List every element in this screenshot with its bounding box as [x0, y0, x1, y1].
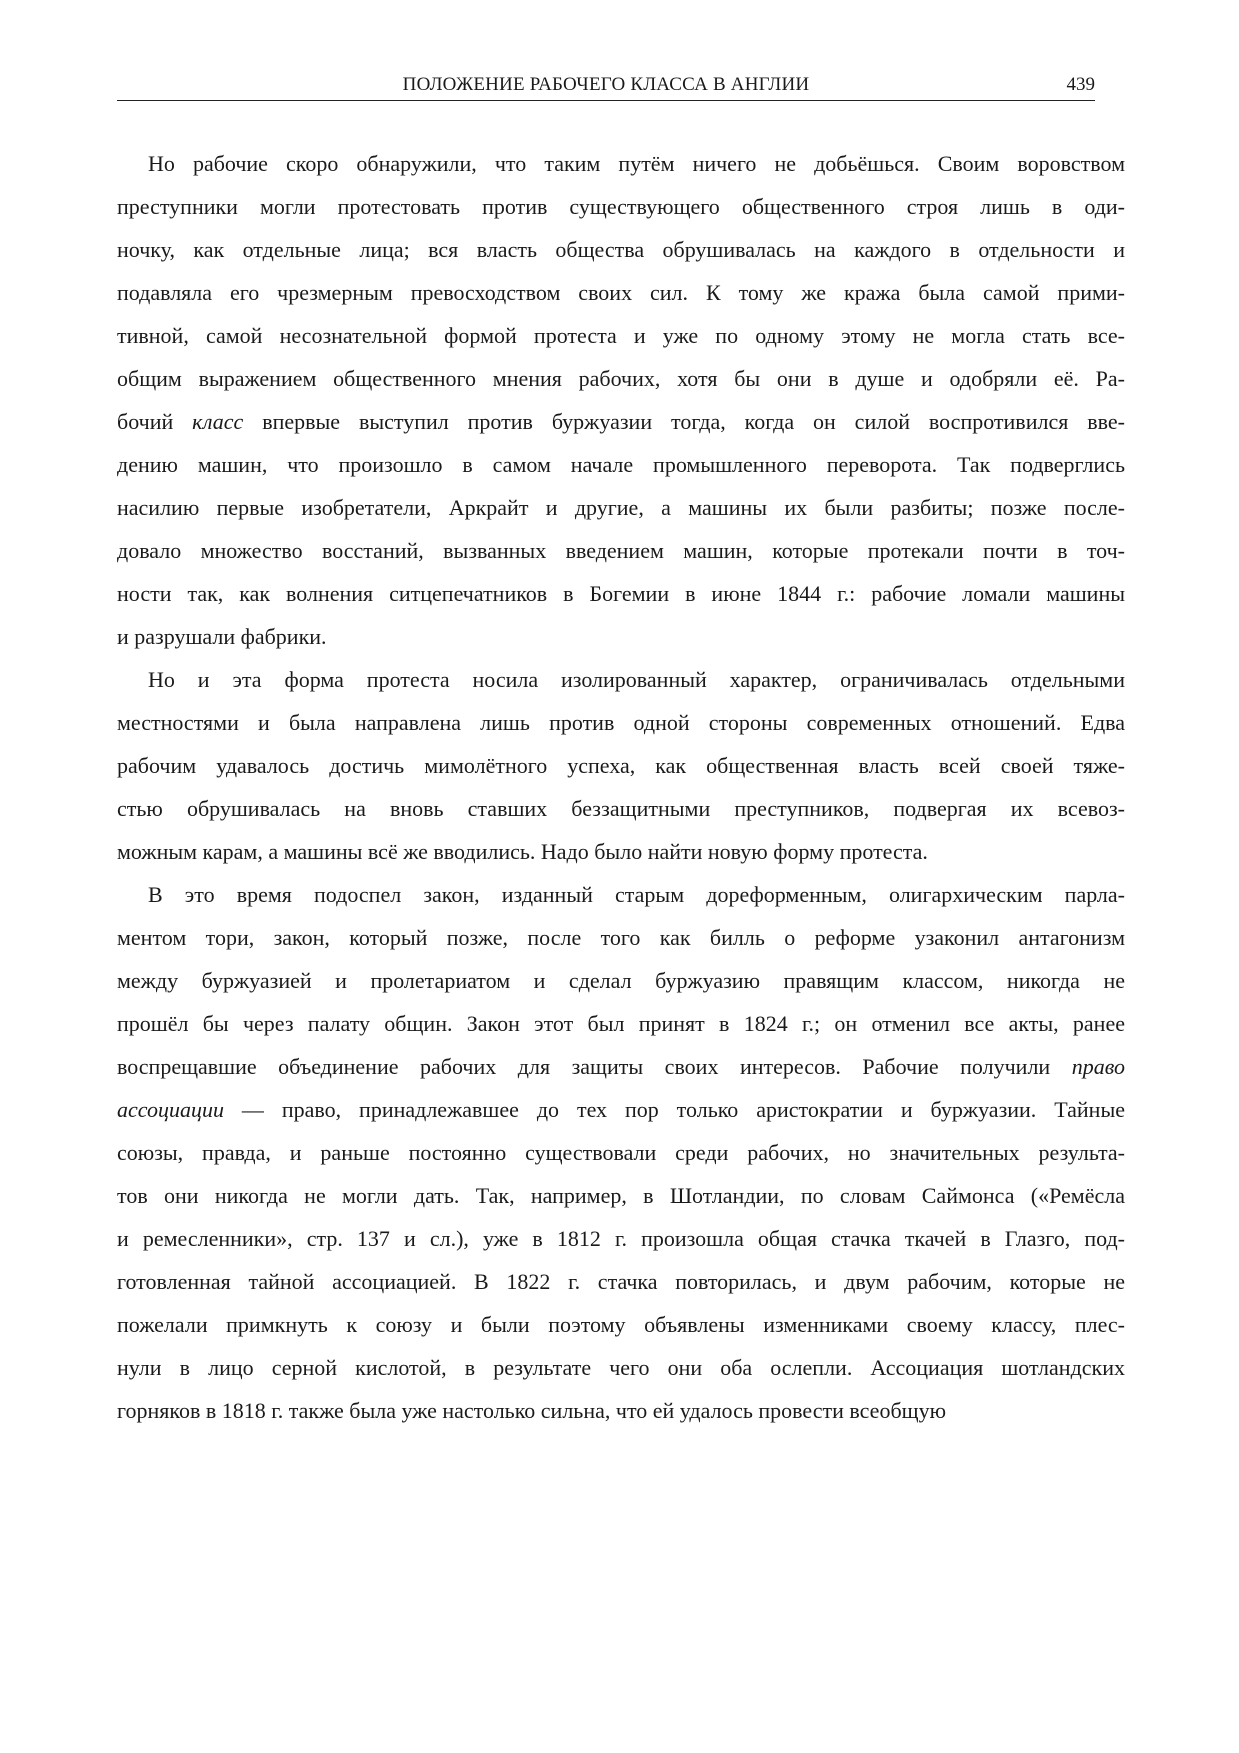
text-run: впервые выступил против буржуазии тогда, когда он силой воспротивился вве- [243, 409, 1125, 434]
text-line [117, 1088, 1125, 1131]
text-line: тов они никогда не могли дать. Так, например, в Шотландии, по словам Саймонса («Ремёсла [117, 1183, 1125, 1208]
text-line: местностями и была направлена лишь против одной стороны современных отношений. Едва [117, 710, 1125, 735]
paragraph [117, 142, 1125, 658]
running-header [117, 70, 1095, 101]
text-line: рабочим удавалось достичь мимолётного успеха, как общественная власть всей своей тяже- [117, 753, 1125, 778]
text-line: готовленная тайной ассоциацией. В 1822 г. стачка повторилась, и двум рабочим, которые не [117, 1269, 1125, 1294]
italic-term: класс [192, 409, 244, 434]
text-line: между буржуазией и пролетариатом и сделал буржуазию правящим классом, никогда не [117, 968, 1125, 993]
text-line: ности так, как волнения ситцепечатников в Богемии в июне 1844 г.: рабочие ломали машины [117, 581, 1125, 606]
page-number: 439 [1066, 74, 1095, 95]
text-line: насилию первые изобретатели, Аркрайт и другие, а машины их были разбиты; позже после- [117, 495, 1125, 520]
italic-term: ассоциации [117, 1097, 224, 1122]
text-run: бочий [117, 409, 193, 434]
text-line: горняков в 1818 г. также была уже настолько сильна, что ей удалось провести всеобщую [117, 1398, 947, 1423]
running-title: ПОЛОЖЕНИЕ РАБОЧЕГО КЛАССА В АНГЛИИ [402, 74, 810, 95]
body-text [117, 142, 1125, 1432]
paragraph [117, 873, 1125, 1432]
text-line: В это время подоспел закон, изданный старым дореформенным, олигархическим парла- [148, 882, 1125, 907]
text-line: общим выражением общественного мнения рабочих, хотя бы они в душе и одобряли её. Ра- [117, 366, 1125, 391]
text-line: ментом тори, закон, который позже, после того как билль о реформе узаконил антагонизм [117, 925, 1125, 950]
text-line: и ремесленники», стр. 137 и сл.), уже в 1812 г. произошла общая стачка ткачей в Глазго, под- [117, 1226, 1125, 1251]
text-line: нули в лицо серной кислотой, в результате чего они оба ослепли. Ассоциация шотландских [117, 1355, 1125, 1380]
text-line: преступники могли протестовать против существующего общественного строя лишь в оди- [117, 194, 1125, 219]
italic-term: право [1071, 1054, 1125, 1079]
text-line [117, 1045, 1125, 1088]
text-line: ночку, как отдельные лица; вся власть общества обрушивалась на каждого в отдельности и [117, 237, 1125, 262]
text-run: воспрещавшие объединение рабочих для защиты своих интересов. Рабочие получили [117, 1054, 1072, 1079]
text-line [117, 400, 1125, 443]
text-line: Но и эта форма протеста носила изолированный характер, ограничивалась отдельными [148, 667, 1125, 692]
text-line: Но рабочие скоро обнаружили, что таким путём ничего не добьёшься. Своим воровством [148, 151, 1125, 176]
text-line: и разрушали фабрики. [117, 624, 327, 649]
text-line: можным карам, а машины всё же вводились. Надо было найти новую форму протеста. [117, 839, 928, 864]
text-line: пожелали примкнуть к союзу и были поэтому объявлены изменниками своему классу, плес- [117, 1312, 1125, 1337]
text-line: прошёл бы через палату общин. Закон этот был принят в 1824 г.; он отменил все акты, ранее [117, 1011, 1125, 1036]
paragraph [117, 658, 1125, 873]
text-line: тивной, самой несознательной формой протеста и уже по одному этому не могла стать все- [117, 323, 1125, 348]
text-run: — право, принадлежавшее до тех пор только аристократии и буржуазии. Тайные [223, 1097, 1125, 1122]
text-line: стью обрушивалась на вновь ставших беззащитными преступников, подвергая их всевоз- [117, 796, 1125, 821]
text-line: союзы, правда, и раньше постоянно существовали среди рабочих, но значительных результа- [117, 1140, 1125, 1165]
text-line: довало множество восстаний, вызванных введением машин, которые протекали почти в точ- [117, 538, 1125, 563]
text-line: дению машин, что произошло в самом начале промышленного переворота. Так подверглись [117, 452, 1125, 477]
text-line: подавляла его чрезмерным превосходством своих сил. К тому же кража была самой прими- [117, 280, 1125, 305]
